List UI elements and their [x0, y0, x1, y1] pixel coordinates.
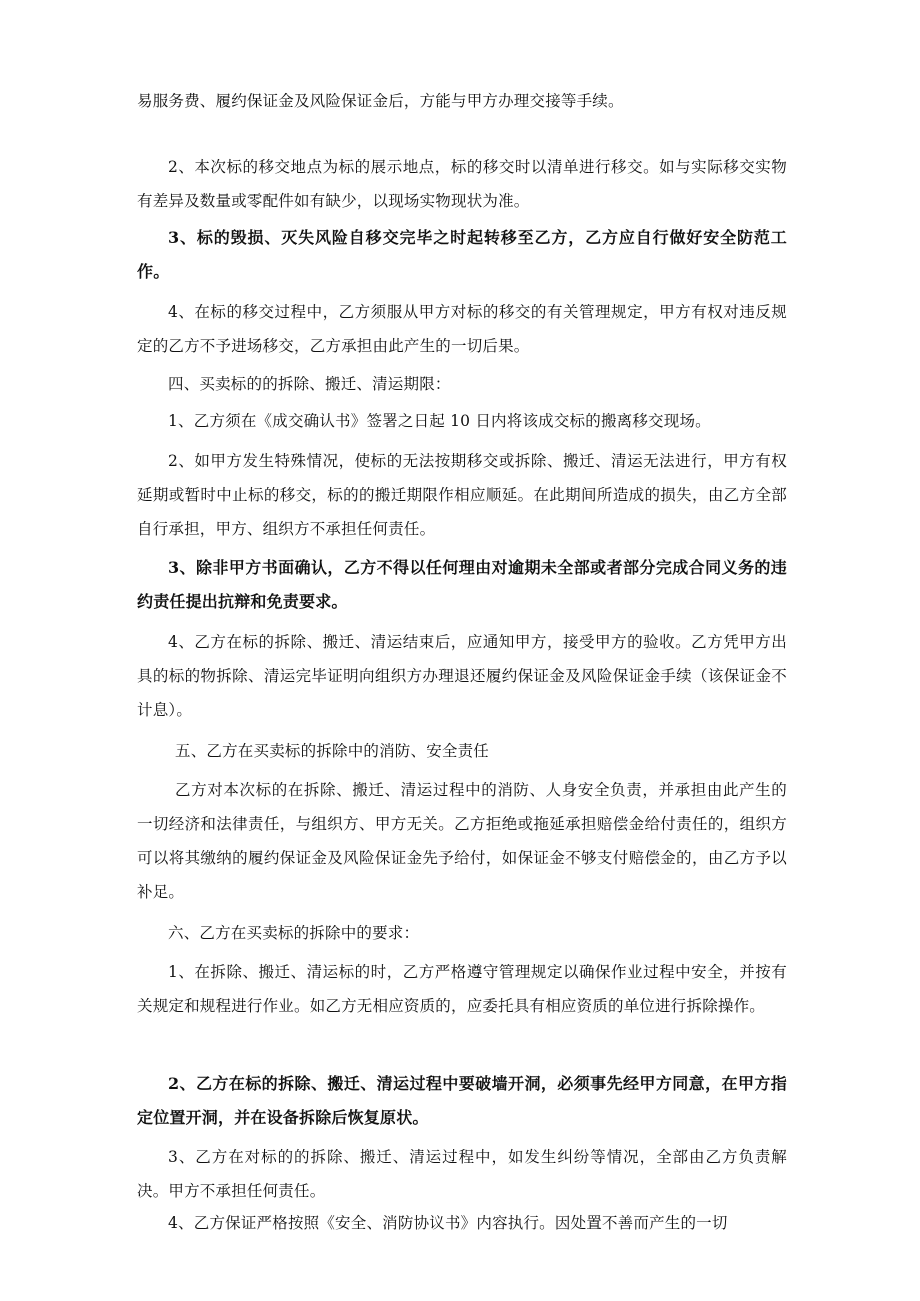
paragraph-wall-opening: 2、乙方在标的拆除、搬迁、清运过程中要破墙开洞，必须事先经甲方同意，在甲方指定位置开洞，并在设备拆除后恢复原状。 — [137, 1074, 787, 1127]
paragraph-safety-responsibility: 乙方对本次标的在拆除、搬迁、清运过程中的消防、人身安全负责，并承担由此产生的一切经济和法律责任，与组织方、甲方无关。乙方拒绝或拖延承担赔偿金给付责任的，组织方可以将其缴纳的履约保证金及风险保证金先予给付，如保证金不够支付赔偿金的，由乙方予以补足。 — [137, 781, 787, 901]
section-heading-4: 四、买卖标的的拆除、搬迁、清运期限： — [168, 375, 451, 393]
paragraph-no-defense: 3、除非甲方书面确认，乙方不得以任何理由对逾期未全部或者部分完成合同义务的违约责任提出抗辩和免责要求。 — [137, 558, 787, 611]
paragraph-special-circumstances: 2、如甲方发生特殊情况，使标的无法按期移交或拆除、搬迁、清运无法进行，甲方有权延期或暂时中止标的移交，标的的搬迁期限作相应顺延。在此期间所造成的损失，由乙方全部自行承担，甲方、组织方不承担任何责任。 — [137, 452, 787, 538]
paragraph-transfer-rules: 4、在标的移交过程中，乙方须服从甲方对标的移交的有关管理规定，甲方有权对违反规定的乙方不予进场移交，乙方承担由此产生的一切后果。 — [137, 303, 787, 355]
paragraph-acceptance: 4、乙方在标的拆除、搬迁、清运结束后，应通知甲方，接受甲方的验收。乙方凭甲方出具的标的物拆除、清运完毕证明向组织方办理退还履约保证金及风险保证金手续（该保证金不计息）。 — [137, 633, 787, 719]
paragraph-compliance: 1、在拆除、搬迁、清运标的时，乙方严格遵守管理规定以确保作业过程中安全，并按有关规定和规程进行作业。如乙方无相应资质的，应委托具有相应资质的单位进行拆除操作。 — [137, 963, 787, 1015]
section-heading-5: 五、乙方在买卖标的拆除中的消防、安全责任 — [175, 742, 490, 760]
paragraph-transfer-location: 2、本次标的移交地点为标的展示地点，标的移交时以清单进行移交。如与实际移交实物有差异及数量或零配件如有缺少，以现场实物现状为准。 — [137, 158, 787, 210]
paragraph-continuation: 易服务费、履约保证金及风险保证金后，方能与甲方办理交接等手续。 — [137, 92, 624, 110]
paragraph-safety-agreement: 4、乙方保证严格按照《安全、消防协议书》内容执行。因处置不善而产生的一切 — [168, 1214, 728, 1232]
paragraph-disputes: 3、乙方在对标的的拆除、搬迁、清运过程中，如发生纠纷等情况，全部由乙方负责解决。甲方不承担任何责任。 — [137, 1148, 787, 1200]
section-heading-6: 六、乙方在买卖标的拆除中的要求： — [168, 924, 420, 942]
paragraph-risk-transfer: 3、标的毁损、灭失风险自移交完毕之时起转移至乙方，乙方应自行做好安全防范工作。 — [137, 228, 787, 281]
paragraph-removal-deadline: 1、乙方须在《成交确认书》签署之日起 10 日内将该成交标的搬离移交现场。 — [168, 412, 711, 430]
